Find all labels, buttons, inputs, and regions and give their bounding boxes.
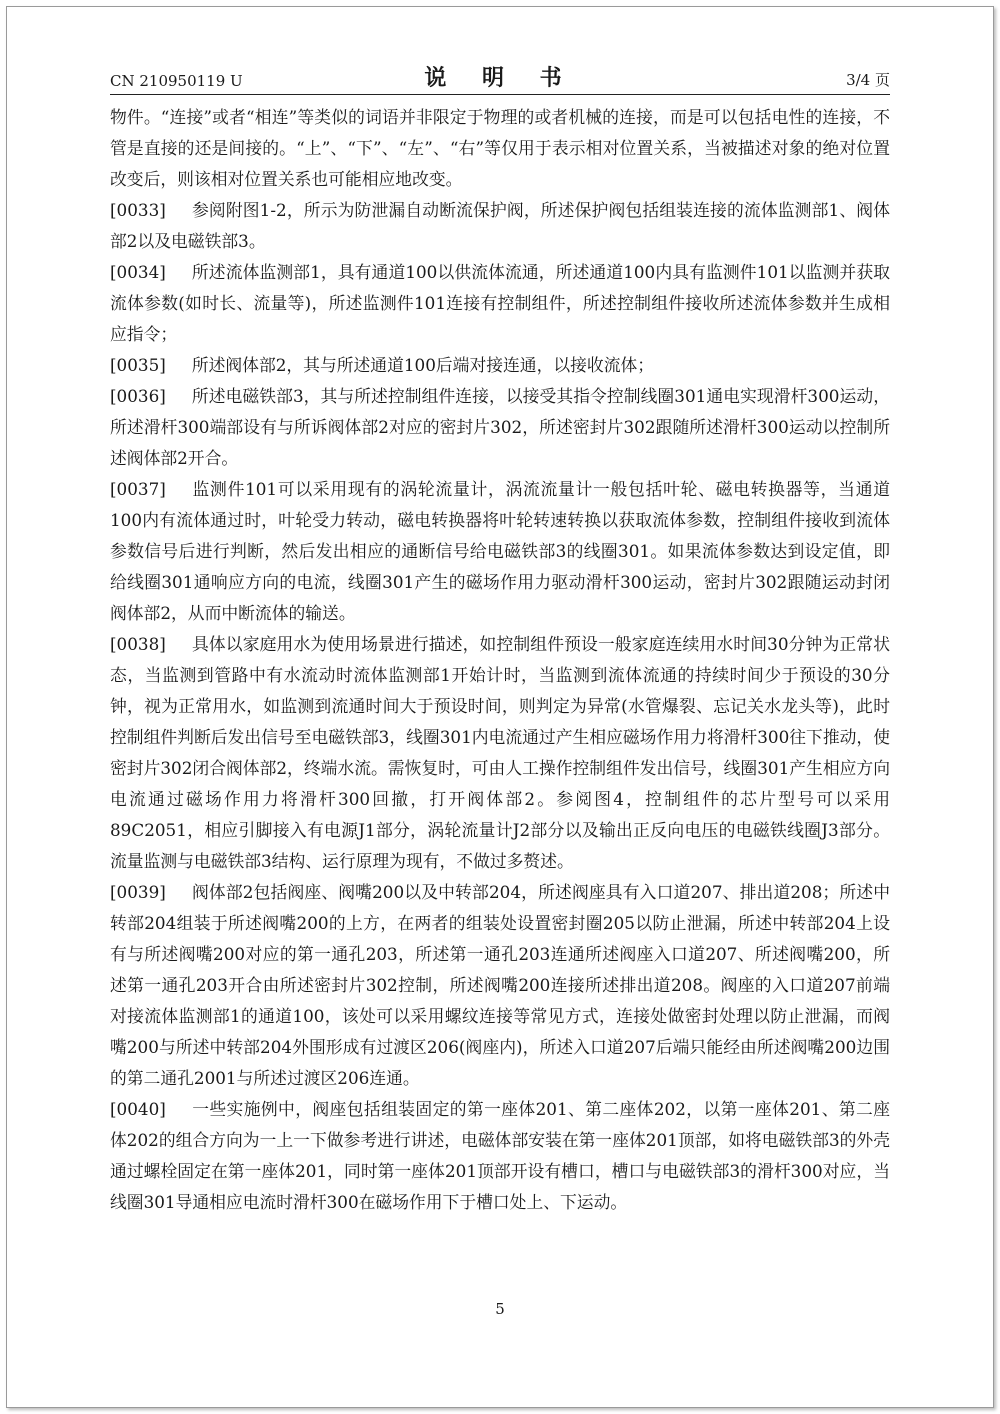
paragraph-number: [0040] [110, 1099, 166, 1119]
paragraph-text: 阀体部2包括阀座、阀嘴200以及中转部204，所述阀座具有入口道207、排出道208；所述中转部204组装于所述阀嘴200的上方，在两者的组装处设置密封圈205以防止泄漏，所述中转部204上设有与所述阀嘴200对应的第一通孔203，所述第一通孔203连通所述阀座入口道207、所述阀嘴200，所述第一通孔203开合由所述密封片302控制，所述阀嘴200连接所述排出道208。阀座的入口道207前端对接流体监测部1的通道100，该处可以采用螺纹连接等常见方式，连接处做密封处理以防止泄漏，而阀嘴200与所述中转部204外围形成有过渡区206(阀座内)，所述入口道207后端只能经由所述阀嘴200边围的第二通孔2001与所述过渡区206连通。 [110, 882, 890, 1088]
paragraph-0037 [110, 474, 890, 629]
paragraph-number: [0036] [110, 386, 166, 406]
paragraph-number: [0034] [110, 262, 166, 282]
paragraph-number: [0038] [110, 634, 166, 654]
paragraph-text: 所述电磁铁部3，其与所述控制组件连接，以接受其指令控制线圈301通电实现滑杆300运动，所述滑杆300端部设有与所诉阀体部2对应的密封片302，所述密封片302跟随所述滑杆300运动以控制所述阀体部2开合。 [110, 386, 890, 468]
document-title: 说 明 书 [424, 65, 576, 91]
paragraph-0040 [110, 1094, 890, 1218]
body-text [110, 102, 890, 1218]
paragraph-continued [110, 102, 890, 195]
paragraph-number: [0035] [110, 355, 166, 375]
paragraph-0039 [110, 877, 890, 1094]
paragraph-0033 [110, 195, 890, 257]
paragraph-0038 [110, 629, 890, 877]
document-number: CN 210950119 U [110, 72, 243, 90]
page-header [110, 60, 890, 95]
paragraph-text: 具体以家庭用水为使用场景进行描述，如控制组件预设一般家庭连续用水时间30分钟为正常状态，当监测到管路中有水流动时流体监测部1开始计时，当监测到流体流通的持续时间少于预设的30分钟，视为正常用水，如监测到流通时间大于预设时间，则判定为异常(水管爆裂、忘记关水龙头等)，此时控制组件判断后发出信号至电磁铁部3，线圈301内电流通过产生相应磁场作用力将滑杆300往下推动，使密封片302闭合阀体部2，终端水流。需恢复时，可由人工操作控制组件发出信号，线圈301产生相应方向电流通过磁场作用力将滑杆300回撤，打开阀体部2。参阅图4，控制组件的芯片型号可以采用89C2051，相应引脚接入有电源J1部分，涡轮流量计J2部分以及输出正反向电压的电磁铁线圈J3部分。流量监测与电磁铁部3结构、运行原理为现有，不做过多赘述。 [110, 634, 890, 871]
paragraph-text: 监测件101可以采用现有的涡轮流量计，涡流流量计一般包括叶轮、磁电转换器等，当通道100内有流体通过时，叶轮受力转动，磁电转换器将叶轮转速转换以获取流体参数，控制组件接收到流体参数信号后进行判断，然后发出相应的通断信号给电磁铁部3的线圈301。如果流体参数达到设定值，即给线圈301通响应方向的电流，线圈301产生的磁场作用力驱动滑杆300运动，密封片302跟随运动封闭阀体部2，从而中断流体的输送。 [110, 479, 890, 623]
paragraph-0034 [110, 257, 890, 350]
paragraph-number: [0039] [110, 882, 166, 902]
paragraph-number: [0037] [110, 479, 166, 499]
page-info: 3/4 页 [846, 71, 890, 89]
paragraph-0035 [110, 350, 890, 381]
paragraph-0036 [110, 381, 890, 474]
paragraph-text: 物件。“连接”或者“相连”等类似的词语并非限定于物理的或者机械的连接，而是可以包括电性的连接，不管是直接的还是间接的。“上”、“下”、“左”、“右”等仅用于表示相对位置关系，当被描述对象的绝对位置改变后，则该相对位置关系也可能相应地改变。 [110, 107, 890, 189]
paragraph-text: 所述阀体部2，其与所述通道100后端对接连通，以接收流体； [191, 355, 655, 375]
paragraph-text: 参阅附图1-2，所示为防泄漏自动断流保护阀，所述保护阀包括组装连接的流体监测部1、阀体部2以及电磁铁部3。 [110, 200, 890, 251]
paragraph-number: [0033] [110, 200, 166, 220]
paragraph-text: 一些实施例中，阀座包括组装固定的第一座体201、第二座体202，以第一座体201、第二座体202的组合方向为一上一下做参考进行讲述，电磁体部安装在第一座体201顶部，如将电磁铁部3的外壳通过螺栓固定在第一座体201，同时第一座体201顶部开设有槽口，槽口与电磁铁部3的滑杆300对应，当线圈301导通相应电流时滑杆300在磁场作用下于槽口处上、下运动。 [110, 1099, 890, 1212]
page-number: 5 [495, 1300, 505, 1318]
paragraph-text: 所述流体监测部1，具有通道100以供流体流通，所述通道100内具有监测件101以监测并获取流体参数(如时长、流量等)，所述监测件101连接有控制组件，所述控制组件接收所述流体参数并生成相应指令； [110, 262, 890, 344]
